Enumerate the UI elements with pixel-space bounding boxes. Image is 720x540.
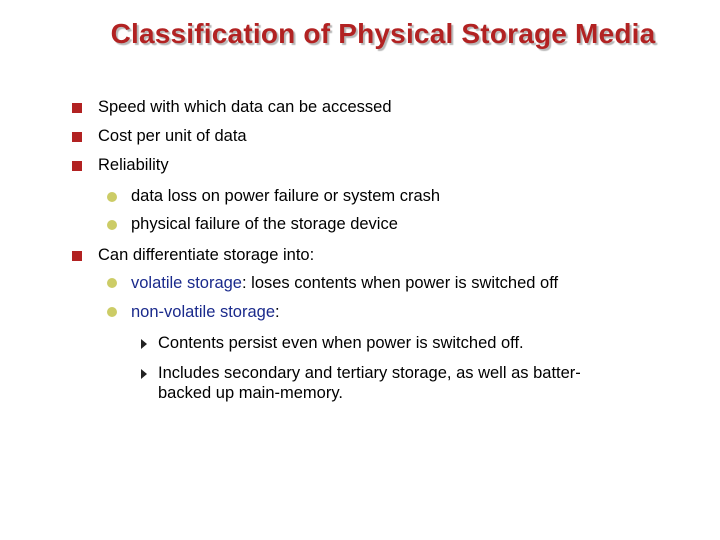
round-bullet-icon <box>107 278 117 288</box>
bullet-differentiate: Can differentiate storage into: <box>98 246 315 264</box>
sub-bullet-volatile <box>131 274 558 293</box>
bullet-reliability: Reliability <box>98 156 169 174</box>
sub-bullet-non-volatile <box>131 303 280 322</box>
slide-title: Classification of Physical Storage Media <box>110 18 656 49</box>
term-volatile-storage: volatile storage <box>131 274 242 292</box>
bullet-cost: Cost per unit of data <box>98 127 247 145</box>
square-bullet-icon <box>72 103 82 113</box>
sub-sub-bullet-contents-persist: Contents persist even when power is switched off. <box>158 334 524 352</box>
square-bullet-icon <box>72 132 82 142</box>
sub-bullet-physical-failure: physical failure of the storage device <box>131 215 398 233</box>
sub-sub-bullet-includes-line-2: backed up main-memory. <box>158 384 343 402</box>
round-bullet-icon <box>107 220 117 230</box>
term-non-volatile-storage: non-volatile storage <box>131 303 276 321</box>
bullet-speed: Speed with which data can be accessed <box>98 98 392 116</box>
sub-bullet-data-loss: data loss on power failure or system crash <box>131 187 441 205</box>
triangle-bullet-icon <box>141 369 147 379</box>
sub-sub-bullet-includes-line-1: Includes secondary and tertiary storage, as well as batter- <box>158 364 581 382</box>
square-bullet-icon <box>72 251 82 261</box>
triangle-bullet-icon <box>141 339 147 349</box>
non-volatile-colon: : <box>275 303 280 321</box>
volatile-description: : loses contents when power is switched off <box>241 274 559 292</box>
round-bullet-icon <box>107 192 117 202</box>
square-bullet-icon <box>72 161 82 171</box>
round-bullet-icon <box>107 307 117 317</box>
